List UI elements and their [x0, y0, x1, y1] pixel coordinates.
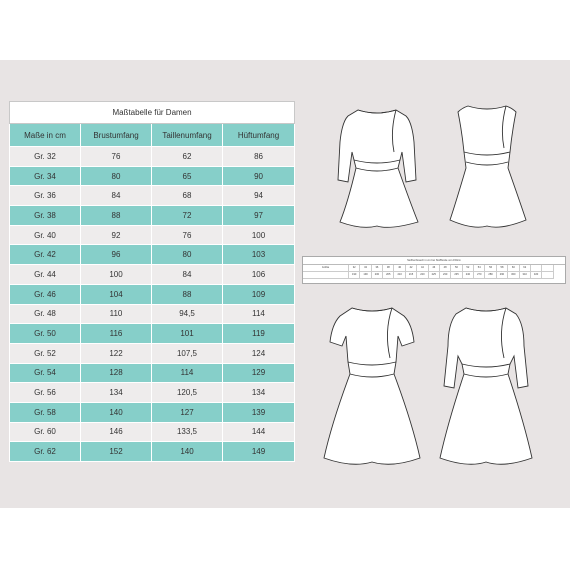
header-brustumfang: Brustumfang [81, 124, 152, 147]
table-row [10, 245, 295, 265]
table-cell: 109 [223, 284, 295, 304]
table-cell: Gr. 48 [10, 304, 81, 324]
table-cell: 139 [223, 402, 295, 422]
table-cell: 80 [152, 245, 223, 265]
table-cell: Gr. 40 [10, 225, 81, 245]
fabric-row-label: Größe [303, 265, 349, 272]
fabric-value-cell: 200 [372, 272, 383, 279]
table-cell: Gr. 34 [10, 166, 81, 186]
fabric-value-cell: 320 [531, 272, 542, 279]
table-cell: 134 [223, 383, 295, 403]
table-cell: 144 [223, 422, 295, 442]
fabric-size-cell [531, 265, 542, 272]
fabric-size-row [303, 265, 565, 272]
table-cell: 103 [223, 245, 295, 265]
table-cell: 120,5 [152, 383, 223, 403]
table-cell: 134 [81, 383, 152, 403]
table-cell: 90 [223, 166, 295, 186]
fabric-value-cell: 230 [440, 272, 451, 279]
fabric-value-cell: 210 [394, 272, 405, 279]
table-cell: 119 [223, 324, 295, 344]
table-cell: 72 [152, 206, 223, 226]
table-row [10, 304, 295, 324]
fabric-size-cell: 50 [451, 265, 462, 272]
table-cell: 97 [223, 206, 295, 226]
dress-sleeve-peplum-illustration [330, 102, 424, 232]
fabric-value-cell: 190 [349, 272, 360, 279]
fabric-value-cell: 225 [429, 272, 440, 279]
table-cell: 100 [223, 225, 295, 245]
table-row [10, 166, 295, 186]
table-title: Maßtabelle für Damen [10, 102, 295, 124]
dress-short-sleeve-illustration [322, 302, 422, 468]
dress-sleeveless-peplum-illustration [446, 102, 528, 232]
fabric-value-cell: 215 [406, 272, 417, 279]
table-cell: Gr. 52 [10, 343, 81, 363]
table-cell: 94,5 [152, 304, 223, 324]
table-cell: 152 [81, 442, 152, 462]
table-cell: Gr. 50 [10, 324, 81, 344]
table-cell: 62 [152, 147, 223, 167]
fabric-value-cell: 300 [508, 272, 519, 279]
table-cell: 110 [81, 304, 152, 324]
table-cell: Gr. 56 [10, 383, 81, 403]
fabric-size-cell: 46 [429, 265, 440, 272]
table-cell: 76 [152, 225, 223, 245]
table-cell: 88 [152, 284, 223, 304]
table-cell: 84 [152, 265, 223, 285]
table-row [10, 402, 295, 422]
fabric-value-cell: 205 [383, 272, 394, 279]
table-cell: 129 [223, 363, 295, 383]
table-row [10, 363, 295, 383]
table-cell: Gr. 58 [10, 402, 81, 422]
fabric-value-cell: 310 [520, 272, 531, 279]
table-row [10, 442, 295, 462]
table-row [10, 383, 295, 403]
fabric-size-cell: 44 [417, 265, 428, 272]
fabric-value-cell: 240 [463, 272, 474, 279]
table-row [10, 284, 295, 304]
table-cell: 146 [81, 422, 152, 442]
table-cell: Gr. 42 [10, 245, 81, 265]
header-hueftumfang: Hüftumfang [223, 124, 295, 147]
header-masse: Maße in cm [10, 124, 81, 147]
size-chart-table [9, 101, 295, 462]
fabric-value-cell: 190 [360, 272, 371, 279]
table-cell: 101 [152, 324, 223, 344]
fabric-size-cell: 42 [406, 265, 417, 272]
fabric-value-row [303, 272, 565, 279]
fabric-value-cell: 235 [451, 272, 462, 279]
table-cell: 149 [223, 442, 295, 462]
table-cell: 104 [81, 284, 152, 304]
table-row [10, 324, 295, 344]
table-cell: 140 [152, 442, 223, 462]
table-cell: 68 [152, 186, 223, 206]
fabric-size-cell: 60 [508, 265, 519, 272]
table-cell: 114 [223, 304, 295, 324]
table-cell: 122 [81, 343, 152, 363]
table-cell: 100 [81, 265, 152, 285]
table-cell: 80 [81, 166, 152, 186]
fabric-size-cell [542, 265, 553, 272]
dress-long-sleeve-illustration [438, 302, 534, 468]
table-row [10, 206, 295, 226]
table-cell: Gr. 60 [10, 422, 81, 442]
table-cell: Gr. 38 [10, 206, 81, 226]
table-row [10, 265, 295, 285]
table-row [10, 186, 295, 206]
fabric-size-cell: 32 [349, 265, 360, 272]
table-cell: 86 [223, 147, 295, 167]
table-cell: 88 [81, 206, 152, 226]
fabric-value-cell: 290 [497, 272, 508, 279]
table-cell: 76 [81, 147, 152, 167]
table-cell: Gr. 46 [10, 284, 81, 304]
table-cell: 65 [152, 166, 223, 186]
fabric-value-cell: 270 [474, 272, 485, 279]
fabric-size-cell: 40 [394, 265, 405, 272]
fabric-value-cell: 280 [485, 272, 496, 279]
table-cell: Gr. 36 [10, 186, 81, 206]
fabric-size-cell: 62 [520, 265, 531, 272]
fabric-size-cell: 48 [440, 265, 451, 272]
table-cell: 107,5 [152, 343, 223, 363]
table-cell: 84 [81, 186, 152, 206]
table-cell: 140 [81, 402, 152, 422]
fabric-size-cell: 36 [372, 265, 383, 272]
table-cell: Gr. 54 [10, 363, 81, 383]
table-cell: 124 [223, 343, 295, 363]
fabric-size-cell: 34 [360, 265, 371, 272]
fabric-size-cell: 54 [474, 265, 485, 272]
table-row [10, 147, 295, 167]
table-row [10, 225, 295, 245]
fabric-value-cell [542, 272, 553, 279]
table-cell: 128 [81, 363, 152, 383]
fabric-size-cell: 52 [463, 265, 474, 272]
table-cell: 116 [81, 324, 152, 344]
table-cell: Gr. 32 [10, 147, 81, 167]
table-row [10, 343, 295, 363]
table-cell: 114 [152, 363, 223, 383]
fabric-empty-cell [303, 272, 349, 279]
table-cell: 127 [152, 402, 223, 422]
table-cell: 106 [223, 265, 295, 285]
fabric-size-cell: 38 [383, 265, 394, 272]
fabric-size-cell: 58 [497, 265, 508, 272]
table-cell: 92 [81, 225, 152, 245]
table-cell: Gr. 44 [10, 265, 81, 285]
header-taillenumfang: Taillenumfang [152, 124, 223, 147]
fabric-consumption-table [302, 256, 566, 284]
table-row [10, 422, 295, 442]
fabric-table-title: Stoffverbrauch in cm bei Stoffbreite von 150cm [303, 257, 565, 265]
fabric-value-cell: 220 [417, 272, 428, 279]
table-cell: 133,5 [152, 422, 223, 442]
table-cell: 94 [223, 186, 295, 206]
fabric-size-cell: 56 [485, 265, 496, 272]
table-cell: 96 [81, 245, 152, 265]
table-cell: Gr. 62 [10, 442, 81, 462]
